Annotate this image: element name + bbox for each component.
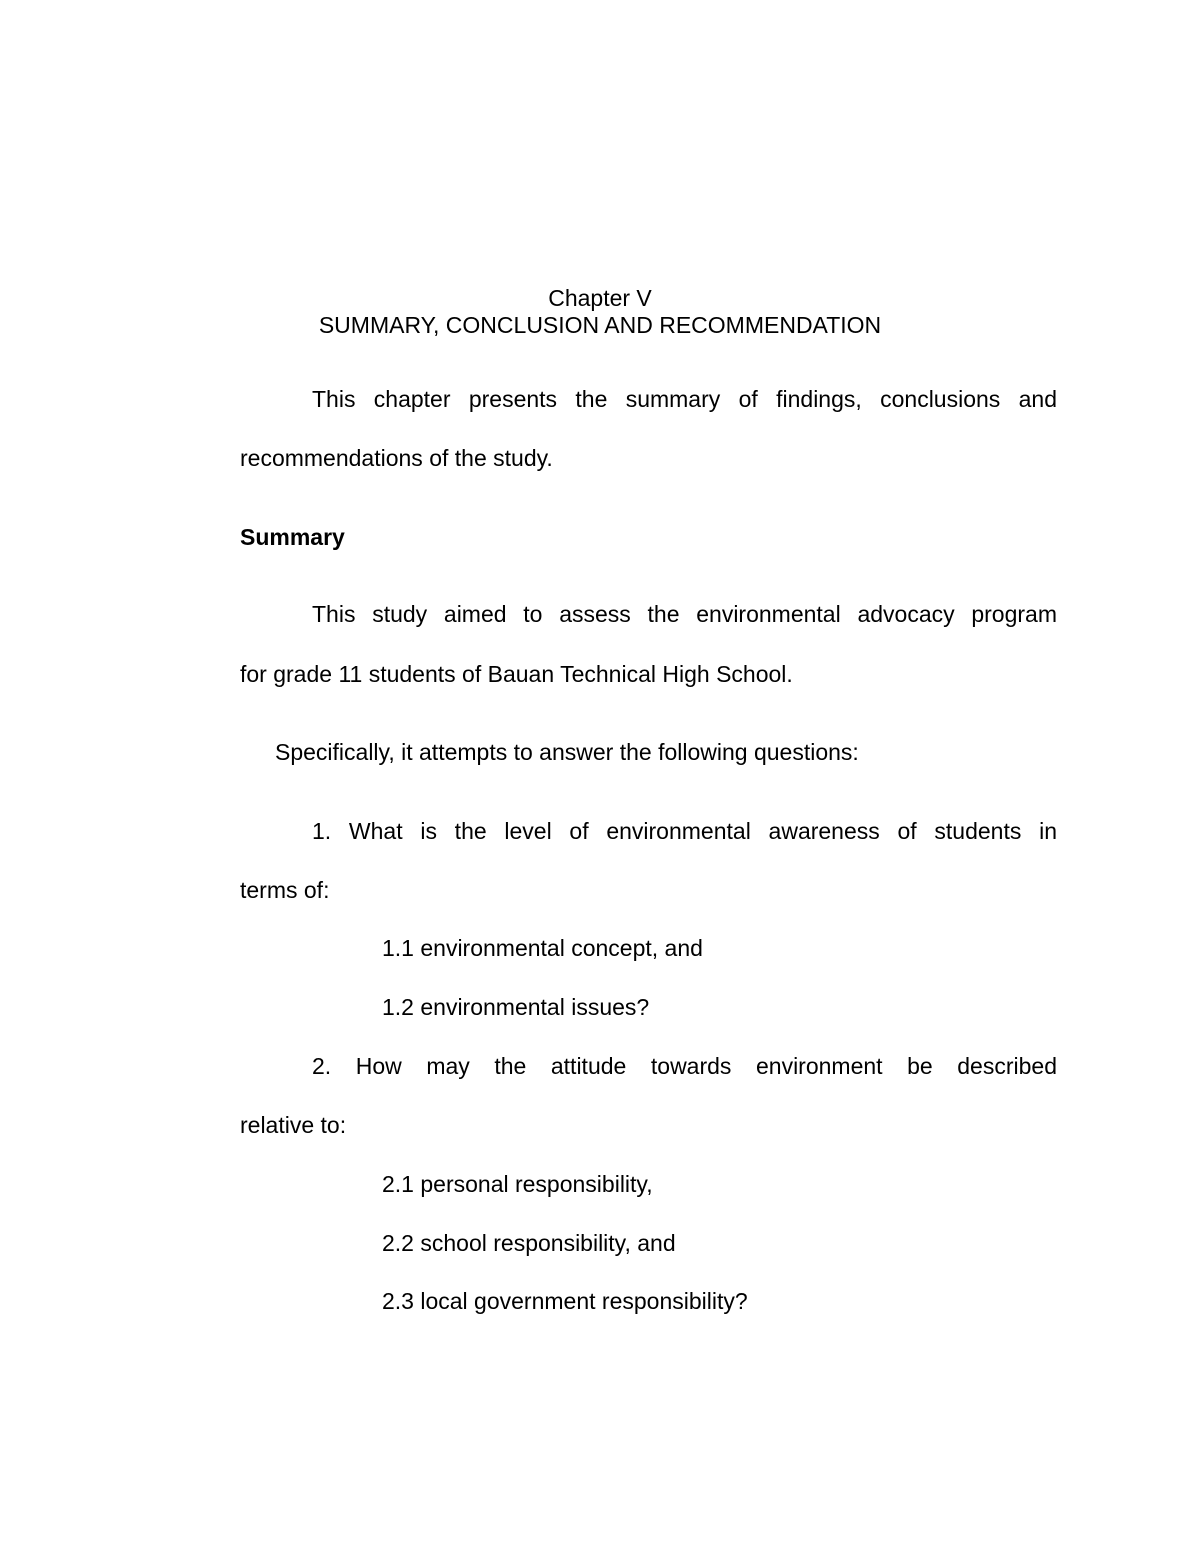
question-1-item: 1.1 environmental concept, and [382, 935, 703, 961]
question-1-line-2: terms of: [240, 877, 330, 903]
summary-line-2: for grade 11 students of Bauan Technical High School. [240, 661, 793, 687]
summary-line-1-text: This study aimed to assess the environmental advocacy program [312, 601, 1057, 627]
chapter-label: Chapter V [548, 285, 652, 311]
question-2-line-2: relative to: [240, 1112, 347, 1138]
intro-line-1-text: This chapter presents the summary of findings, conclusions and [312, 386, 1057, 412]
question-2-line-1 [312, 1052, 1057, 1080]
question-2-item: 2.2 school responsibility, and [382, 1230, 676, 1256]
question-1-item: 1.2 environmental issues? [382, 994, 650, 1020]
question-1-line-1-text: 1. What is the level of environmental awareness of students in [312, 818, 1057, 844]
intro-line-2: recommendations of the study. [240, 445, 553, 471]
summary-heading: Summary [240, 524, 345, 550]
question-1-line-1 [312, 817, 1057, 845]
summary-line-1 [312, 600, 1057, 628]
question-2-item: 2.1 personal responsibility, [382, 1171, 653, 1197]
question-2-item: 2.3 local government responsibility? [382, 1288, 748, 1314]
intro-line-1 [312, 385, 1057, 413]
chapter-title: SUMMARY, CONCLUSION AND RECOMMENDATION [318, 312, 882, 338]
question-2-line-1-text: 2. How may the attitude towards environment be described [312, 1053, 1057, 1079]
specifically-line: Specifically, it attempts to answer the following questions: [275, 739, 859, 765]
